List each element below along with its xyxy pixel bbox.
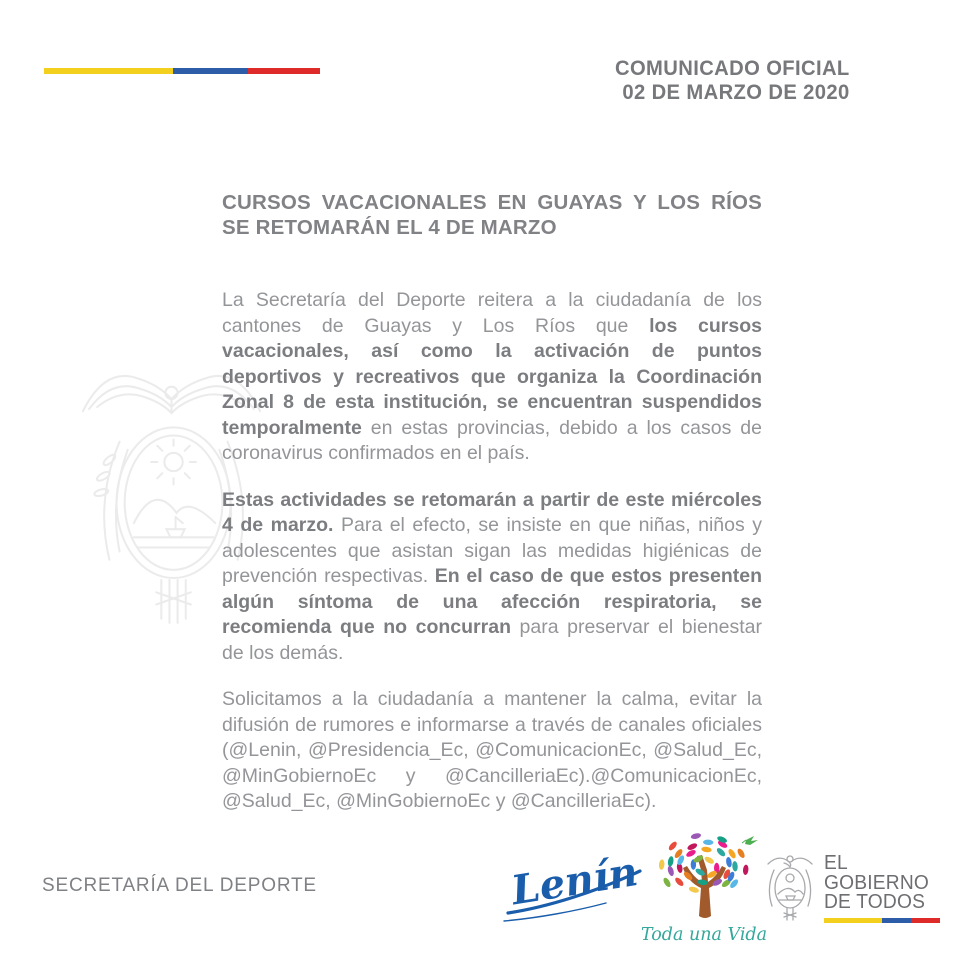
gobierno-bar-red: [911, 918, 940, 923]
gobierno-text-block: [824, 850, 940, 923]
paragraph-2: Estas actividades se retomarán a partir de este miércoles 4 de marzo. Para el efecto, se insiste en que niñas, niños y adolescentes que asistan sigan las medidas higiénicas de prevención respectivas. En el caso de que estos presenten algún síntoma de una afección respiratoria, se recomienda que no concurran para preservar el bienestar de los demás.: [222, 488, 762, 664]
tree-leaf: [701, 846, 712, 853]
tree-leaf: [743, 864, 749, 875]
tree-leaf: [685, 849, 697, 859]
header-line-date: 02 DE MARZO DE 2020: [622, 80, 850, 104]
tree-leaf: [703, 839, 714, 845]
header-line-comunicado: COMUNICADO OFICIAL: [615, 56, 850, 80]
gobierno-de-todos-logo: [762, 850, 942, 928]
tree-trunk: [683, 855, 726, 918]
gobierno-line-1: EL: [824, 852, 848, 874]
gobierno-line-3: DE TODOS: [824, 891, 926, 913]
tree-leaf: [667, 856, 674, 867]
lenin-signature-text: Lenín: [508, 848, 641, 915]
tree-leaf: [667, 865, 675, 877]
header: [615, 56, 850, 104]
gobierno-bar-yellow: [824, 918, 882, 923]
document-paragraphs: [222, 288, 762, 815]
paragraph-3: Solicitamos a la ciudadanía a mantener la calma, evitar la difusión de rumores e informarse a través de canales oficiales (@Lenin, @Presidencia_Ec, @ComunicacionEc, @Salud_Ec, @MinGobiernoEc y @CancilleriaEc).@ComunicacionEc, @Salud_Ec, @MinGobiernoEc y @CancilleriaEc).: [222, 688, 762, 812]
org-name: SECRETARÍA DEL DEPORTE: [42, 875, 317, 896]
tree-leaf: [732, 861, 738, 872]
toda-una-vida-text: Toda una Vida: [642, 925, 768, 945]
gobierno-flag-bar-icon: [824, 918, 940, 923]
tree-leaf: [659, 859, 665, 870]
tree-leaf: [662, 877, 672, 889]
tree-leaf: [725, 857, 732, 868]
tree-leaf: [715, 847, 726, 858]
tree-leaf: [686, 842, 698, 851]
flag-stripe-blue: [173, 68, 248, 74]
ecuador-flag-stripe-icon: [44, 68, 320, 74]
lenin-signature-logo: [498, 845, 648, 930]
flag-stripe-red: [248, 68, 320, 74]
gobierno-line-2: GOBIERNO: [824, 871, 930, 894]
tree-leaf: [674, 876, 685, 887]
bird-icon: [745, 836, 758, 845]
gobierno-crest-icon: [762, 850, 818, 926]
gobierno-bar-blue: [882, 918, 911, 923]
toda-una-vida-logo: [642, 832, 768, 948]
flag-stripe-yellow: [44, 68, 173, 74]
tree-leaf: [688, 886, 700, 894]
paragraph-1: La Secretaría del Deporte reitera a la ciudadanía de los cantones de Guayas y Los Ríos que los cursos vacacionales, así como la activación de puntos deportivos y recreativos que organiza la Coordinación Zonal 8 de esta institución, se encuentran suspendidos temporalmente en estas provincias, debido a los casos de coronavirus confirmados en el país.: [222, 289, 762, 464]
document-body: [222, 191, 762, 836]
tree-leaf: [703, 855, 715, 865]
tree-leaf: [736, 847, 746, 859]
tree-leaf: [667, 840, 678, 851]
document-title: CURSOS VACACIONALES EN GUAYAS Y LOS RÍOS SE RETOMARÁN EL 4 DE MARZO: [222, 191, 762, 239]
